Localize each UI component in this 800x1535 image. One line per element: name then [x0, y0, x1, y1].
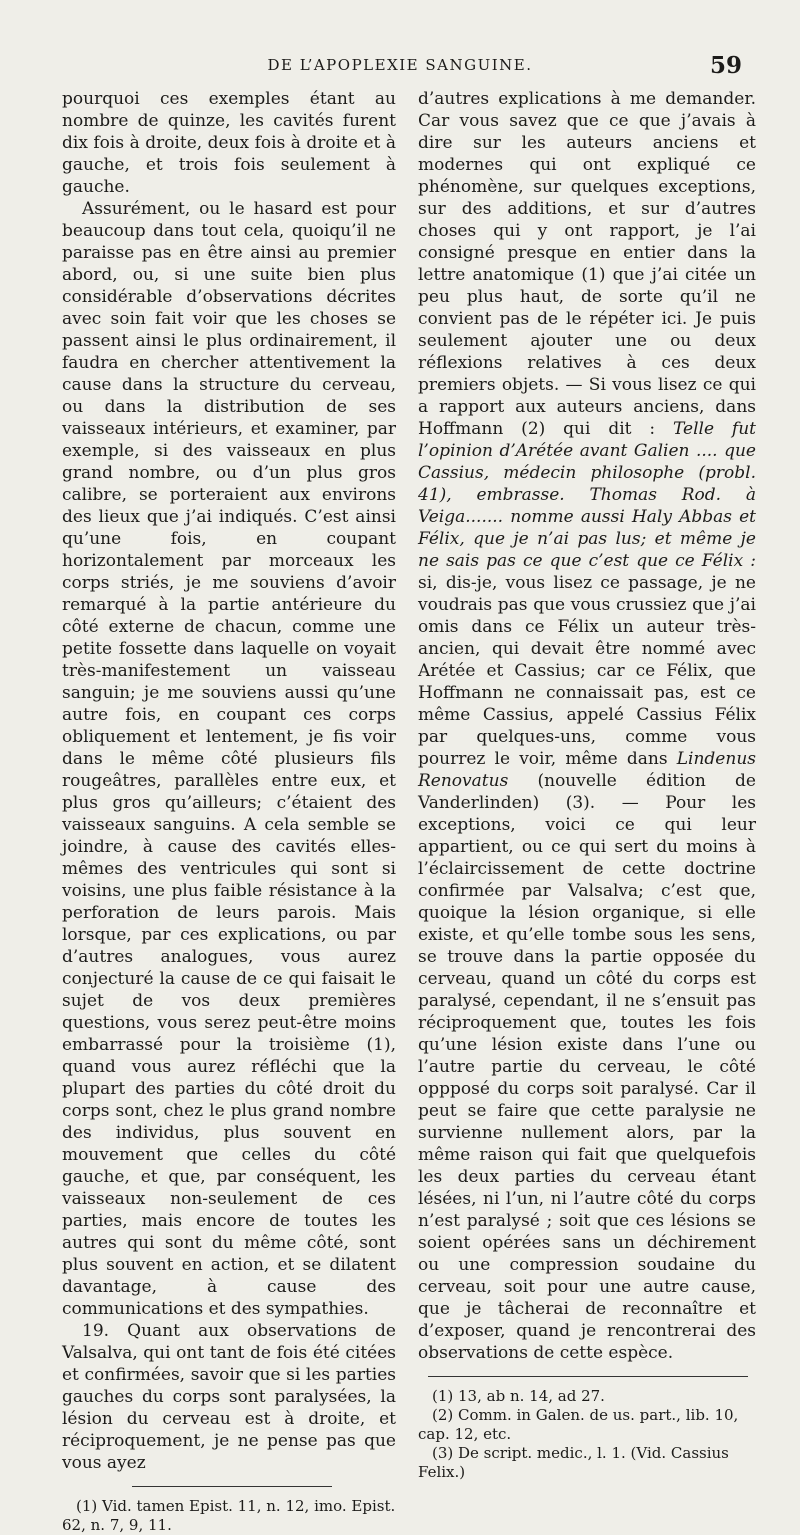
page-number: 59 [709, 52, 742, 79]
footnote: (3) De script. medic., l. 1. (Vid. Cassius Felix.) [418, 1444, 729, 1481]
footnote-rule [132, 1486, 332, 1487]
text-run: d’autres explications à me demander. Car vous savez que ce que j’avais à dire sur les auteurs anciens et modernes qui ont expliqué ce phénomène, sur quelques exceptions, sur des additions, et sur d’autres choses qui y ont rapport, je l’ai consigné presque en entier dans la lettre anatomique (1) que j’ai citée un peu plus haut, de sorte qu’il ne convient pas de le répéter ici. Je puis seulement ajouter une ou deux réflexions relatives à ces deux premiers objets. — Si vous lisez ce qui a rapport aux auteurs anciens, dans Hoffmann (2) qui dit : [418, 89, 756, 439]
paragraph-continued [418, 88, 756, 1364]
footnote: (2) Comm. in Galen. de us. part., lib. 10, cap. 12, etc. [418, 1406, 739, 1443]
text-run: si, dis-je, vous lisez ce passage, je ne voudrais pas que vous crussiez que j’ai omis dans ce Félix un auteur très-ancien, qui devait être nommé avec Arétée et Cassius; car ce Félix, que Hoffmann ne connaissait pas, est ce même Cassius, appelé Cassius Félix par quelques-uns, comme vous pourrez le voir, même dans [418, 573, 756, 769]
footnote: (1) Vid. tamen Epist. 11, n. 12, imo. Epist. 62, n. 7, 9, 11. [62, 1497, 396, 1534]
running-title: DE L’APOPLEXIE SANGUINE. [267, 56, 533, 74]
paragraph-continued: pourquoi ces exemples étant au nombre de quinze, les cavités furent dix fois à droite, deux fois à droite et à gauche, et trois fois seulement à gauche. [62, 89, 396, 197]
left-column [62, 88, 396, 1535]
italic-book-title: Lindenus Renovatus [418, 749, 756, 791]
right-column [418, 88, 756, 1482]
italic-quote: Telle fut l’opinion d’Arétée avant Galien .... que Cassius, médecin philosophe (probl. 41), embrasse. Thomas Rod. à Veiga....... nomme aussi Haly Abbas et Félix, que je n’ai pas lus; et même je ne sais pas ce que c’est que ce Félix : [418, 419, 756, 571]
footnote-rule [428, 1376, 748, 1377]
paragraph-19: 19. Quant aux observations de Valsalva, qui ont tant de fois été citées et confirmées, savoir que si les parties gauches du corps sont paralysées, la lésion du cerveau est à droite, et réciproquement, je ne pense pas que vous ayez [62, 1321, 396, 1473]
text-run: (nouvelle édition de Vanderlinden) (3). — Pour les exceptions, voici ce qui leur appartient, ou ce qui sert du moins à l’éclaircissement de cette doctrine confirmée par Valsalva; c’est que, quoique la lésion organique, si elle existe, et qu’elle tombe sous les sens, se trouve dans la partie opposée du cerveau, quand un côté du corps est paralysé, cependant, il ne s’ensuit pas réciproquement que, toutes les fois qu’une lésion existe dans l’une ou l’autre partie du cerveau, le côté oppposé du corps soit paralysé. Car il peut se faire que cette paralysie ne survienne nullement alors, par la même raison qui fait que quelquefois les deux parties du cerveau étant lésées, ni l’un, ni l’autre côté du corps n’est paralysé ; soit que ces lésions se soient opérées sans un déchirement ou une compression soudaine du cerveau, soit pour une autre cause, que je tâcherai de reconnaître et d’exposer, quand je rencontrerai des observations de cette espèce. [418, 771, 756, 1363]
running-head [0, 52, 800, 82]
footnote: (1) 13, ab n. 14, ad 27. [432, 1387, 605, 1405]
paragraph: Assurément, ou le hasard est pour beaucoup dans tout cela, quoiqu’il ne paraisse pas en être ainsi au premier abord, ou, si une suite bien plus considérable d’observations décrites avec soin fait voir que les choses se passent ainsi le plus ordinairement, il faudra en chercher attentivement la cause dans la structure du cerveau, ou dans la distribution de ses vaisseaux intérieurs, et examiner, par exemple, si des vaisseaux en plus grand nombre, ou d’un plus gros calibre, se porteraient aux environs des lieux que j’ai indiqués. C’est ainsi qu’une fois, en coupant horizontalement par morceaux les corps striés, je me souviens d’avoir remarqué à la partie antérieure du côté externe de chacun, comme une petite fossette dans laquelle on voyait très-manifestement un vaisseau sanguin; je me souviens aussi qu’une autre fois, en coupant ces corps obliquement et lentement, je fis voir dans le même côté plusieurs fils rougeâtres, parallèles entre eux, et plus gros qu’ailleurs; c’étaient des vaisseaux sanguins. A cela semble se joindre, à cause des cavités elles-mêmes des ventricules qui sont si voisins, une plus faible résistance à la perforation de leurs parois. Mais lorsque, par ces explications, ou par d’autres analogues, vous aurez conjecturé la cause de ce qui faisait le sujet de vos deux premières questions, vous serez peut-être moins embarrassé pour la troisième (1), quand vous aurez réfléchi que la plupart des parties du côté droit du corps sont, chez le plus grand nombre des individus, plus souvent en mouvement que celles du côté gauche, et que, par conséquent, les vaisseaux non-seulement de ces parties, mais encore de toutes les autres qui sont du même côté, sont plus souvent en action, et se dilatent davantage, à cause des communications et des sympathies. [62, 199, 396, 1319]
